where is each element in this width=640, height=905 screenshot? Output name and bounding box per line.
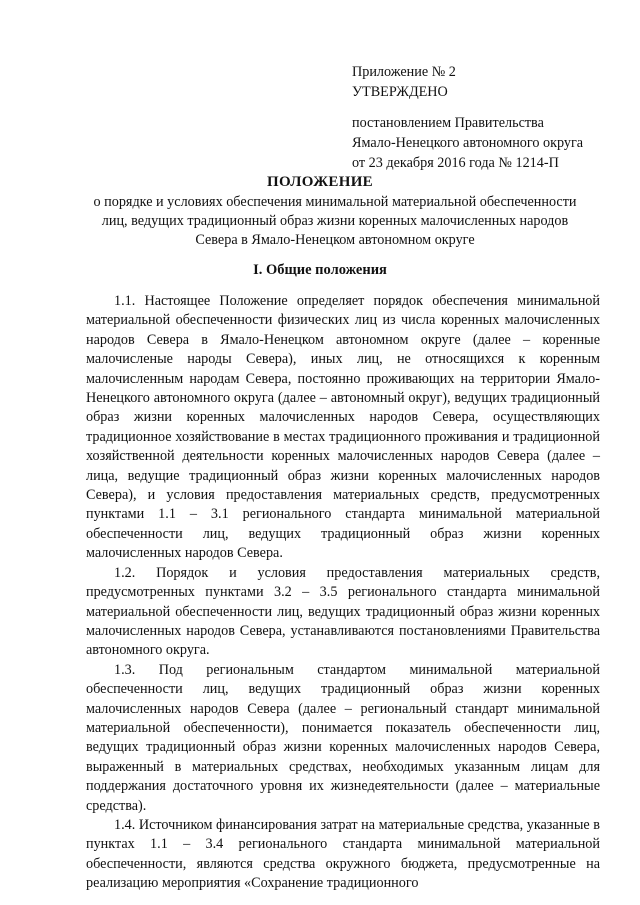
approved-label: УТВЕРЖДЕНО — [352, 84, 448, 100]
subtitle-line-3: Севера в Ямало-Ненецком автономном округе — [195, 232, 475, 249]
document-body — [86, 292, 600, 894]
paragraph-1-3: 1.3. Под региональным стандартом минимальной материальной обеспеченности лиц, ведущих традиционный образ жизни коренных малочисленных народов Севера (далее – региональный стандарт минимальной материальной обеспеченности), понимается показатель обеспеченности лиц, ведущих традиционный образ жизни коренных малочисленных народов Севера, выраженный в материальных средствах, необходимых указанным лицам для поддержания достаточного уровня их жизнедеятельности (далее – материальные средства). — [86, 661, 600, 814]
paragraph-1-2: 1.2. Порядок и условия предоставления материальных средств, предусмотренных пунктами 3.2 – 3.5 регионального стандарта минимальной материальной обеспеченности лиц, ведущих традиционный образ жизни коренных малочисленных народов Севера, устанавливаются постановлениями Правительства автономного округа. — [86, 564, 600, 659]
document-title: ПОЛОЖЕНИЕ — [267, 174, 373, 190]
decree-reference — [352, 113, 622, 173]
appendix-header — [352, 62, 622, 102]
paragraph-1-4: 1.4. Источником финансирования затрат на материальные средства, указанные в пунктах 1.1 – 3.4 регионального стандарта минимальной материальной обеспеченности, являются средства окружного бюджета, предусмотренные на реализацию мероприятия «Сохранение традиционного — [86, 816, 600, 892]
decree-line-2: Ямало-Ненецкого автономного округа — [352, 135, 584, 151]
subtitle-line-2: лиц, ведущих традиционный образ жизни коренных малочисленных народов — [101, 213, 569, 230]
decree-line-1: постановлением Правительства — [352, 115, 544, 131]
section-heading: I. Общие положения — [253, 262, 387, 278]
appendix-number: Приложение № 2 — [352, 64, 456, 80]
subtitle-line-1: о порядке и условиях обеспечения минимальной материальной обеспеченности — [93, 194, 577, 210]
decree-line-3: от 23 декабря 2016 года № 1214-П — [352, 155, 559, 171]
paragraph-1-1: 1.1. Настоящее Положение определяет порядок обеспечения минимальной материальной обеспеченности физических лиц из числа коренных малочисленных народов Севера в Ямало-Ненецком автономном округе (далее – коренные малочисленые народы Севера), иных лиц, не относящихся к коренным малочисленным народам Севера, постоянно проживающих на территории Ямало-Ненецкого автономного округа (далее – автономный округ), ведущих традиционный образ жизни коренных малочисленных народов Севера, осуществляющих традиционное хозяйствование в местах традиционного проживания и традиционной хозяйственной деятельности коренных малочисленных народов Севера (далее – лица, ведущие традиционный образ жизни коренных малочисленных народов Севера), и условия предоставления материальных средств, предусмотренных пунктами 1.1 – 3.1 регионального стандарта минимальной материальной обеспеченности лиц, ведущих традиционный образ жизни коренных малочисленных народов Севера. — [86, 293, 600, 562]
document-subtitle — [70, 193, 600, 251]
